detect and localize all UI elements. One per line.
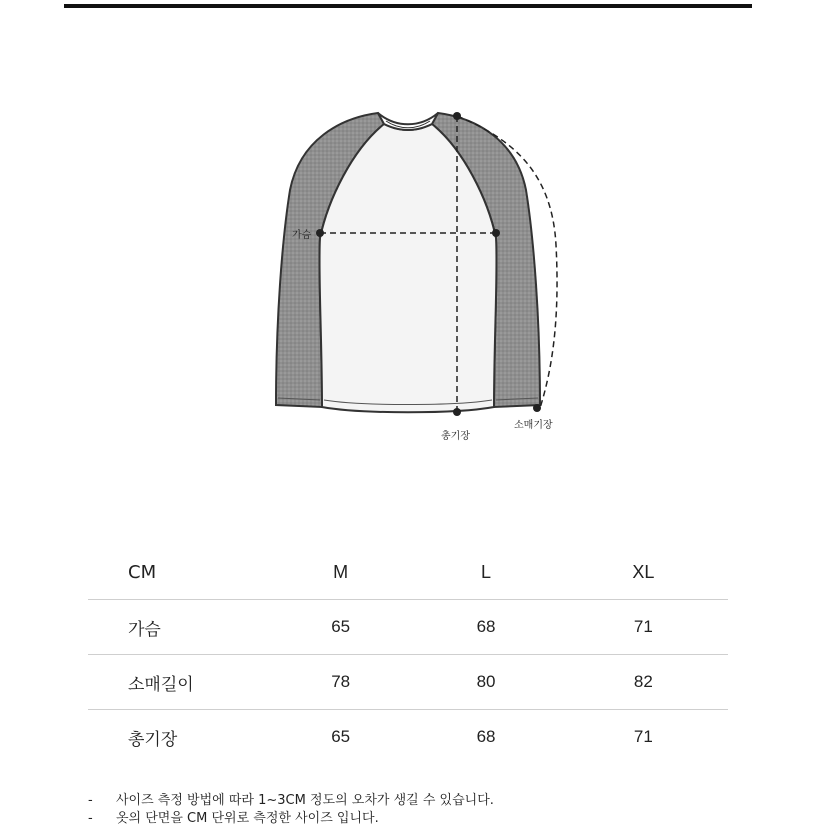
table-row xyxy=(88,600,728,655)
note-text: 사이즈 측정 방법에 따라 1~3CM 정도의 오차가 생길 수 있습니다. xyxy=(116,793,494,808)
size-l-header: L xyxy=(481,561,492,582)
row-label: 가슴 xyxy=(88,600,268,655)
cell-value: 65 xyxy=(268,710,413,765)
cell-value: 78 xyxy=(268,655,413,710)
size-m-header: M xyxy=(333,561,349,582)
sleeve-length-label: 소매기장 xyxy=(514,420,553,431)
size-table xyxy=(88,545,728,764)
cell-value: 82 xyxy=(559,655,728,710)
cell-value: 71 xyxy=(559,710,728,765)
table-row xyxy=(88,710,728,765)
note-item xyxy=(88,792,788,810)
size-xl-header: XL xyxy=(632,561,655,582)
cell-value: 80 xyxy=(413,655,558,710)
row-label: 총기장 xyxy=(88,710,268,765)
cell-value: 65 xyxy=(268,600,413,655)
note-text: 옷의 단면을 CM 단위로 측정한 사이즈 입니다. xyxy=(116,811,379,826)
table-row xyxy=(88,655,728,710)
note-bullet: - xyxy=(88,811,93,826)
cell-value: 68 xyxy=(413,710,558,765)
table-header-row xyxy=(88,545,728,600)
note-bullet: - xyxy=(88,793,93,808)
cell-value: 68 xyxy=(413,600,558,655)
note-item xyxy=(88,810,788,828)
chest-label: 가슴 xyxy=(292,230,312,241)
unit-header: CM xyxy=(128,561,157,583)
row-label: 소매길이 xyxy=(88,655,268,710)
cell-value: 71 xyxy=(559,600,728,655)
total-length-label: 총기장 xyxy=(441,431,470,442)
notes xyxy=(88,792,788,828)
